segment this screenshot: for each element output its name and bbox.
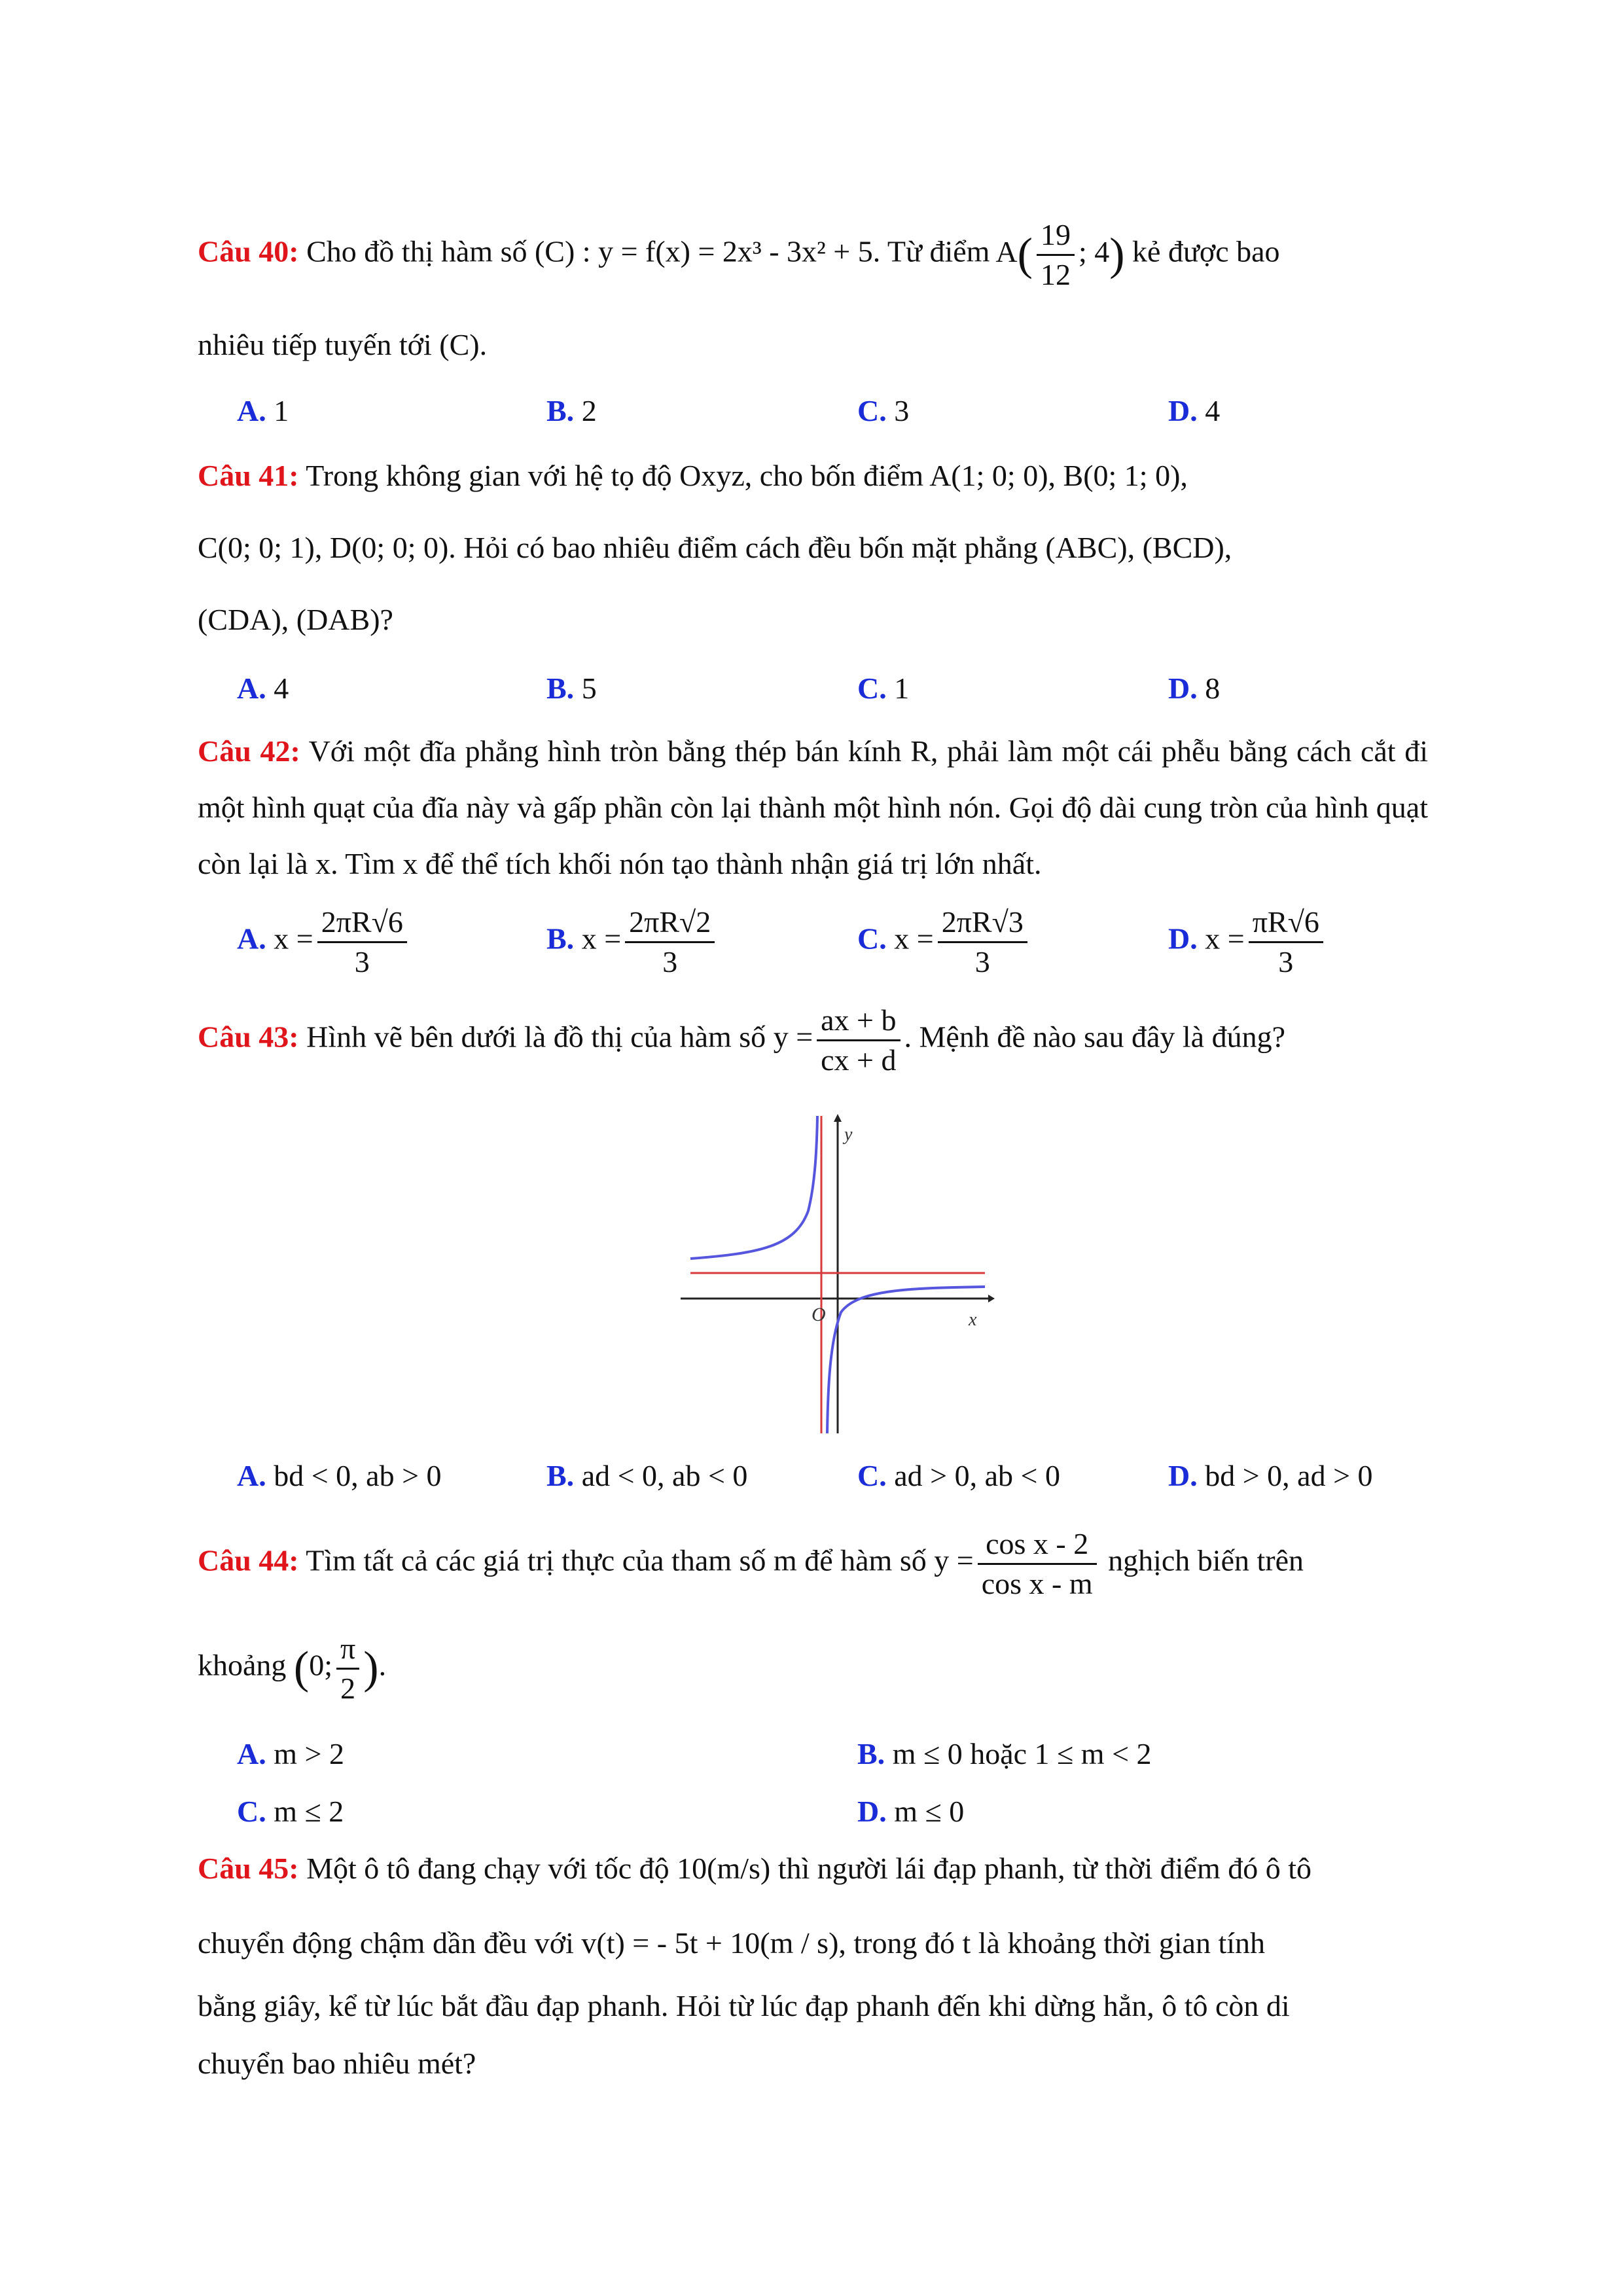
option-d[interactable]: D. 8 bbox=[1168, 672, 1221, 705]
question-text: Cho đồ thị hàm số bbox=[306, 234, 527, 268]
option-d[interactable]: D. bd > 0, ad > 0 bbox=[1168, 1459, 1373, 1492]
option-c[interactable]: C. 1 bbox=[857, 672, 910, 705]
point-a: A( $\frac{19}{12}$ ; 4) bbox=[995, 235, 1132, 268]
question-text: Hình vẽ bên dưới là đồ thị của hàm số bbox=[306, 1020, 766, 1054]
question-text: kẻ được bao bbox=[1132, 234, 1280, 268]
question-label: Câu 45: bbox=[198, 1852, 299, 1885]
question-43: Câu 43: Hình vẽ bên dưới là đồ thị của hàm số y = $\frac{ax + b}{cx + d}$ . Mệnh đề nào sau đây là đúng? bbox=[198, 1001, 1428, 1079]
function-graph bbox=[681, 1113, 995, 1433]
option-a[interactable]: A. 4 bbox=[237, 672, 289, 705]
option-d[interactable]: D. x = $\frac{\pi R√6}{3}$ bbox=[1168, 903, 1327, 980]
y-axis-label: y bbox=[844, 1124, 853, 1145]
question-41 bbox=[198, 452, 1428, 500]
option-b[interactable]: B. 5 bbox=[546, 672, 597, 705]
curve-right-branch bbox=[827, 1287, 985, 1433]
question-label: Câu 41: bbox=[198, 459, 299, 492]
question-label: Câu 44: bbox=[198, 1543, 299, 1577]
question-text: . Mệnh đề nào sau đây là đúng? bbox=[904, 1020, 1286, 1054]
option-b[interactable]: B. 2 bbox=[546, 394, 597, 427]
question-41-line3: (CDA), (DAB)? bbox=[198, 603, 393, 636]
question-41-line2: C(0; 0; 1), D(0; 0; 0). Hỏi có bao nhiêu điểm cách đều bốn mặt phẳng (ABC), (BCD), bbox=[198, 531, 1232, 564]
origin-label: O bbox=[812, 1304, 826, 1325]
question-text: Từ điểm bbox=[887, 234, 990, 268]
question-45-line4: chuyển bao nhiêu mét? bbox=[198, 2047, 476, 2080]
option-b[interactable]: B. ad < 0, ab < 0 bbox=[546, 1459, 748, 1492]
option-b[interactable]: B. m ≤ 0 hoặc 1 ≤ m < 2 bbox=[857, 1737, 1152, 1770]
question-44-line2: khoảng (0; $\frac{\pi}{2}$ ). bbox=[198, 1630, 1428, 1707]
option-c[interactable]: C. ad > 0, ab < 0 bbox=[857, 1459, 1060, 1492]
curve-left-branch bbox=[690, 1116, 817, 1259]
option-a[interactable]: A. bd < 0, ab > 0 bbox=[237, 1459, 442, 1492]
question-40-line2: nhiêu tiếp tuyến tới (C). bbox=[198, 328, 488, 361]
question-40 bbox=[198, 216, 1428, 293]
option-a[interactable]: A. x = $\frac{2\pi R√6}{3}$ bbox=[237, 903, 411, 980]
question-45 bbox=[198, 1844, 1428, 1893]
option-d[interactable]: D. 4 bbox=[1168, 394, 1221, 427]
option-a[interactable]: A. m > 2 bbox=[237, 1737, 344, 1770]
option-d[interactable]: D. m ≤ 0 bbox=[857, 1795, 965, 1828]
option-c[interactable]: C. x = $\frac{2\pi R√3}{3}$ bbox=[857, 903, 1031, 980]
question-text: Tìm tất cả các giá trị thực của tham số m để hàm số bbox=[306, 1543, 927, 1577]
question-45-line2: chuyển động chậm dần đều với v(t) = - 5t + 10(m / s), trong đó t là khoảng thời gian tính bbox=[198, 1926, 1266, 1960]
question-label: Câu 42: bbox=[198, 734, 300, 768]
option-c[interactable]: C. 3 bbox=[857, 394, 910, 427]
question-text: Với một đĩa phẳng hình tròn bằng thép bán kính R, phải làm một cái phễu bằng cách cắt đi một hình quạt của đĩa này và gấp phần còn lại thành một hình nón. Gọi độ dài cung tròn của hình quạt còn lại là x. Tìm x để thể tích khối nón tạo thành nhận giá trị lớn nhất. bbox=[198, 734, 1428, 880]
question-42 bbox=[198, 723, 1428, 892]
option-c[interactable]: C. m ≤ 2 bbox=[237, 1795, 344, 1828]
x-axis-arrow bbox=[988, 1295, 995, 1302]
question-label: Câu 43: bbox=[198, 1020, 299, 1054]
x-axis-label: x bbox=[969, 1310, 977, 1330]
question-44: Câu 44: Tìm tất cả các giá trị thực của tham số m để hàm số y = $\frac{\text{cos x - 2}}{\text{cos x - m}}$ nghịch biến trên bbox=[198, 1525, 1428, 1602]
y-axis-arrow bbox=[834, 1114, 842, 1122]
question-label: Câu 40: bbox=[198, 234, 299, 268]
question-text: Trong không gian với hệ tọ độ Oxyz, cho bốn điểm A(1; 0; 0), B(0; 1; 0), bbox=[306, 459, 1188, 492]
question-text: nghịch biến trên bbox=[1108, 1543, 1304, 1577]
question-text: Một ô tô đang chạy với tốc độ 10(m/s) thì người lái đạp phanh, từ thời điểm đó ô tô bbox=[306, 1852, 1312, 1885]
question-45-line3: bằng giây, kể từ lúc bắt đầu đạp phanh. Hỏi từ lúc đạp phanh đến khi dừng hẳn, ô tô còn di bbox=[198, 1989, 1290, 2022]
function-formula: (C) : y = f(x) = 2x³ - 3x² + 5. bbox=[534, 234, 881, 268]
option-b[interactable]: B. x = $\frac{2\pi R√2}{3}$ bbox=[546, 903, 719, 980]
option-a[interactable]: A. 1 bbox=[237, 394, 289, 427]
